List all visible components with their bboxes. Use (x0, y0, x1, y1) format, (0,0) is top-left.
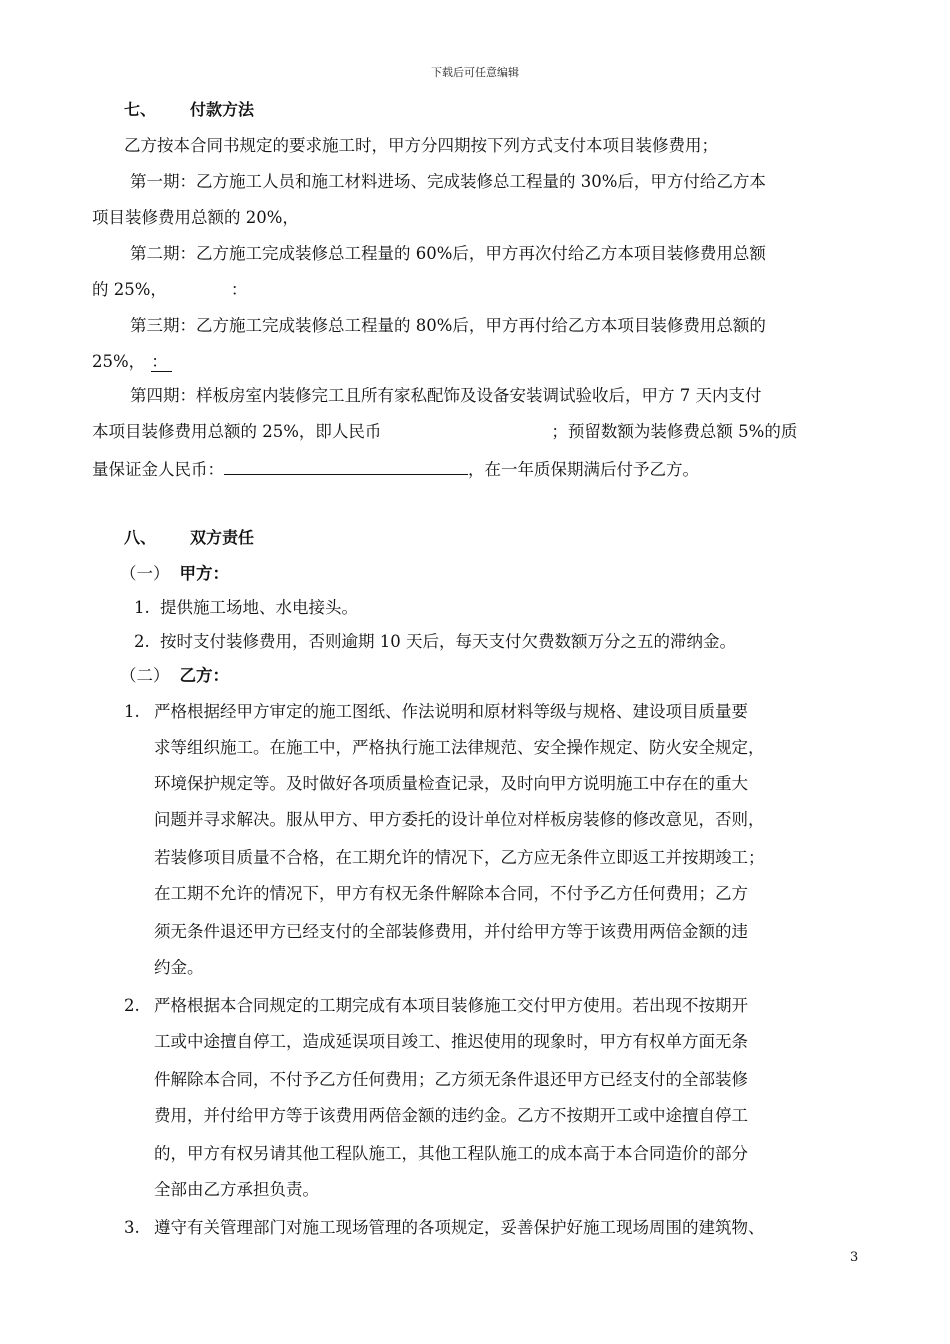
party-b-item-2-line: 全部由乙方承担负责。 (154, 1180, 319, 1199)
phase-2-colon: ： (230, 280, 248, 299)
party-b-number: （二） (120, 666, 170, 685)
phase-4-line-1: 第四期：样板房室内装修完工且所有家私配饰及设备安装调试验收后，甲方 7 天内支付 (130, 386, 762, 405)
party-a-item-2-text: 按时支付装修费用，否则逾期 10 天后，每天支付欠费数额万分之五的滞纳金。 (160, 632, 736, 651)
section-8-number: 八、 (124, 528, 157, 547)
party-b-item-1-line: 问题并寻求解决。服从甲方、甲方委托的设计单位对样板房装修的修改意见，否则， (154, 810, 765, 829)
phase-4-line-2 (92, 420, 797, 444)
party-b-label: 乙方： (179, 666, 229, 685)
section-8-title: 双方责任 (190, 528, 255, 547)
party-b-item-2-line: 的，甲方有权另请其他工程队施工，其他工程队施工的成本高于本合同造价的部分 (154, 1144, 748, 1163)
party-a-item-2-number: 2. (134, 632, 150, 651)
warranty-deposit-label: 量保证金人民币： (92, 460, 224, 479)
phase-4-amount-text: 本项目装修费用总额的 25%，即人民币 (92, 422, 382, 441)
party-b-heading (120, 664, 229, 688)
phase-4-retention-text: ；预留数额为装修费总额 5%的质 (551, 422, 798, 441)
party-b-item-1-line: 严格根据经甲方审定的施工图纸、作法说明和原材料等级与规格、建设项目质量要 (154, 702, 748, 721)
phase-1-line-1: 第一期：乙方施工人员和施工材料进场、完成装修总工程量的 30%后，甲方付给乙方本 (130, 172, 766, 191)
warranty-period-text: ，在一年质保期满后付予乙方。 (468, 460, 699, 479)
section-7-heading (124, 98, 254, 122)
phase-2-line-2 (92, 278, 247, 302)
party-a-item-1-number: 1. (134, 598, 150, 617)
party-b-item-1-number: 1. (124, 702, 140, 721)
warranty-deposit-blank (224, 456, 468, 475)
party-b-item-1-line: 环境保护规定等。及时做好各项质量检查记录，及时向甲方说明施工中存在的重大 (154, 774, 748, 793)
phase-3-colon: ： (151, 352, 172, 372)
phase-2-line-1: 第二期：乙方施工完成装修总工程量的 60%后，甲方再次付给乙方本项目装修费用总额 (130, 244, 766, 263)
party-a-item-2 (134, 630, 736, 654)
phase-3-line-2 (92, 350, 172, 374)
party-b-item-3-line: 遵守有关管理部门对施工现场管理的各项规定，妥善保护好施工现场周围的建筑物、 (154, 1218, 765, 1237)
payment-intro: 乙方按本合同书规定的要求施工时，甲方分四期按下列方式支付本项目装修费用； (124, 136, 718, 155)
party-b-item-2-number: 2. (124, 996, 140, 1015)
party-a-number: （一） (120, 564, 170, 583)
party-b-item-3-number: 3. (124, 1218, 140, 1237)
party-a-label: 甲方： (179, 564, 229, 583)
party-b-item-2-line: 工或中途擅自停工，造成延误项目竣工、推迟使用的现象时，甲方有权单方面无条 (154, 1032, 748, 1051)
party-a-item-1 (134, 596, 358, 620)
party-b-item-2-line: 费用，并付给甲方等于该费用两倍金额的违约金。乙方不按期开工或中途擅自停工 (154, 1106, 748, 1125)
phase-1-line-2: 项目装修费用总额的 20%， (92, 208, 299, 227)
party-b-item-2-line: 严格根据本合同规定的工期完成有本项目装修施工交付甲方使用。若出现不按期开 (154, 996, 748, 1015)
party-b-item-1-line: 求等组织施工。在施工中，严格执行施工法律规范、安全操作规定、防火安全规定， (154, 738, 765, 757)
section-8-heading (124, 526, 254, 550)
phase-4-line-3 (92, 456, 699, 482)
phase-3-amount-text: 25%， (92, 352, 146, 371)
party-a-item-1-text: 提供施工场地、水电接头。 (160, 598, 358, 617)
phase-2-amount-text: 的 25%， (92, 280, 167, 299)
party-b-item-1-line: 若装修项目质量不合格，在工期允许的情况下，乙方应无条件立即返工并按期竣工； (154, 848, 765, 867)
section-7-number: 七、 (124, 100, 157, 119)
page-number: 3 (850, 1250, 859, 1265)
section-7-title: 付款方法 (190, 100, 255, 119)
party-b-item-1-line: 在工期不允许的情况下，甲方有权无条件解除本合同，不付予乙方任何费用；乙方 (154, 884, 748, 903)
page-header: 下载后可任意编辑 (431, 66, 519, 79)
party-b-item-1-line: 约金。 (154, 958, 204, 977)
party-b-item-2-line: 件解除本合同，不付予乙方任何费用；乙方须无条件退还甲方已经支付的全部装修 (154, 1070, 748, 1089)
phase-3-line-1: 第三期：乙方施工完成装修总工程量的 80%后，甲方再付给乙方本项目装修费用总额的 (130, 316, 766, 335)
party-a-heading (120, 562, 229, 586)
party-b-item-1-line: 须无条件退还甲方已经支付的全部装修费用，并付给甲方等于该费用两倍金额的违 (154, 922, 748, 941)
